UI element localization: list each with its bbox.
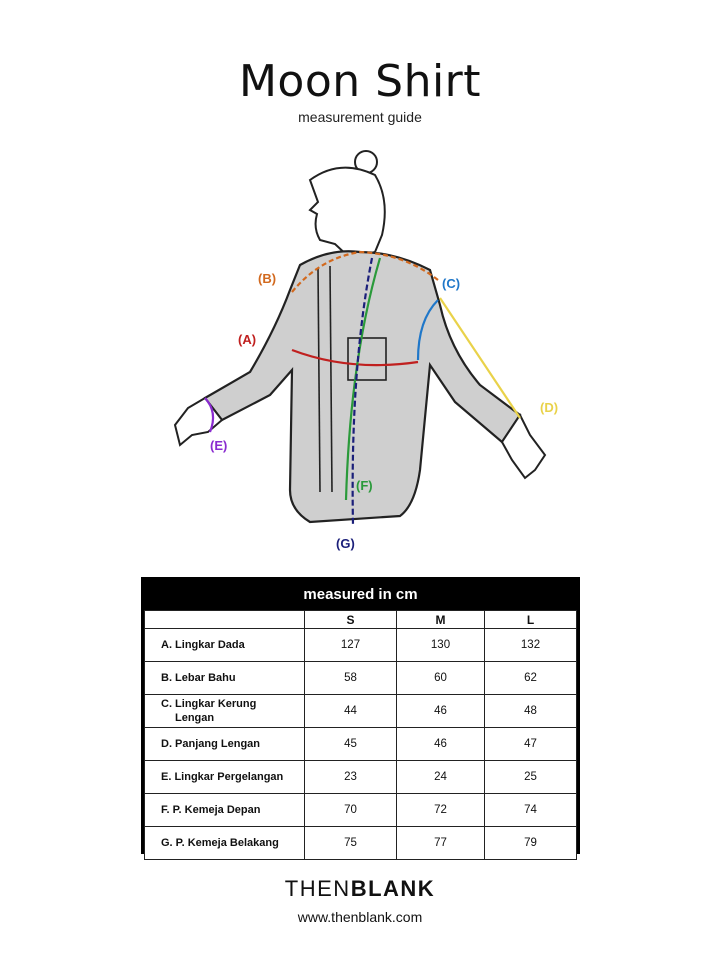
label-g: (G) [336,536,355,551]
row-label-line1: C. Lingkar Kerung [161,698,257,710]
cell-s: 58 [305,662,397,695]
cell-m: 72 [397,794,485,827]
size-grid [144,610,577,860]
cell-m: 77 [397,827,485,860]
col-header-l: L [485,611,577,629]
label-c: (C) [442,276,461,291]
table-row [145,794,577,827]
cell-m: 24 [397,761,485,794]
row-label: D. Panjang Lengan [145,728,305,761]
cell-s: 75 [305,827,397,860]
cell-s: 70 [305,794,397,827]
label-b: (B) [258,271,277,286]
table-row [145,695,577,728]
col-header-blank [145,611,305,629]
cell-m: 46 [397,728,485,761]
cell-l: 74 [485,794,577,827]
cell-l: 48 [485,695,577,728]
cell-l: 62 [485,662,577,695]
table-row [145,629,577,662]
model-head [310,151,385,258]
row-label: E. Lingkar Pergelangan [145,761,305,794]
brand-logo [0,876,720,902]
size-table [141,577,580,854]
col-header-m: M [397,611,485,629]
row-label-line2: Lengan [175,712,215,724]
row-label [145,695,305,728]
label-e: (E) [210,438,228,453]
cell-l: 132 [485,629,577,662]
table-row [145,662,577,695]
cell-l: 25 [485,761,577,794]
row-label: F. P. Kemeja Depan [145,794,305,827]
col-header-s: S [305,611,397,629]
page-title: Moon Shirt [238,56,482,107]
cell-m: 130 [397,629,485,662]
table-row [145,761,577,794]
table-caption: measured in cm [303,586,418,603]
website-link[interactable]: www.thenblank.com [297,909,423,925]
row-label: G. P. Kemeja Belakang [145,827,305,860]
shirt-illustration [150,140,570,560]
row-label: B. Lebar Bahu [145,662,305,695]
cell-m: 46 [397,695,485,728]
table-row [145,827,577,860]
cell-s: 44 [305,695,397,728]
label-f: (F) [356,478,373,493]
cell-l: 47 [485,728,577,761]
page-subtitle: measurement guide [298,109,422,125]
cell-s: 127 [305,629,397,662]
table-row [145,728,577,761]
cell-l: 79 [485,827,577,860]
brand-light: THEN [284,876,351,901]
table-head-row [145,611,577,629]
row-label: A. Lingkar Dada [145,629,305,662]
cell-m: 60 [397,662,485,695]
label-d: (D) [540,400,559,415]
cell-s: 23 [305,761,397,794]
label-a: (A) [238,332,257,347]
cell-s: 45 [305,728,397,761]
brand-bold: BLANK [350,876,436,901]
